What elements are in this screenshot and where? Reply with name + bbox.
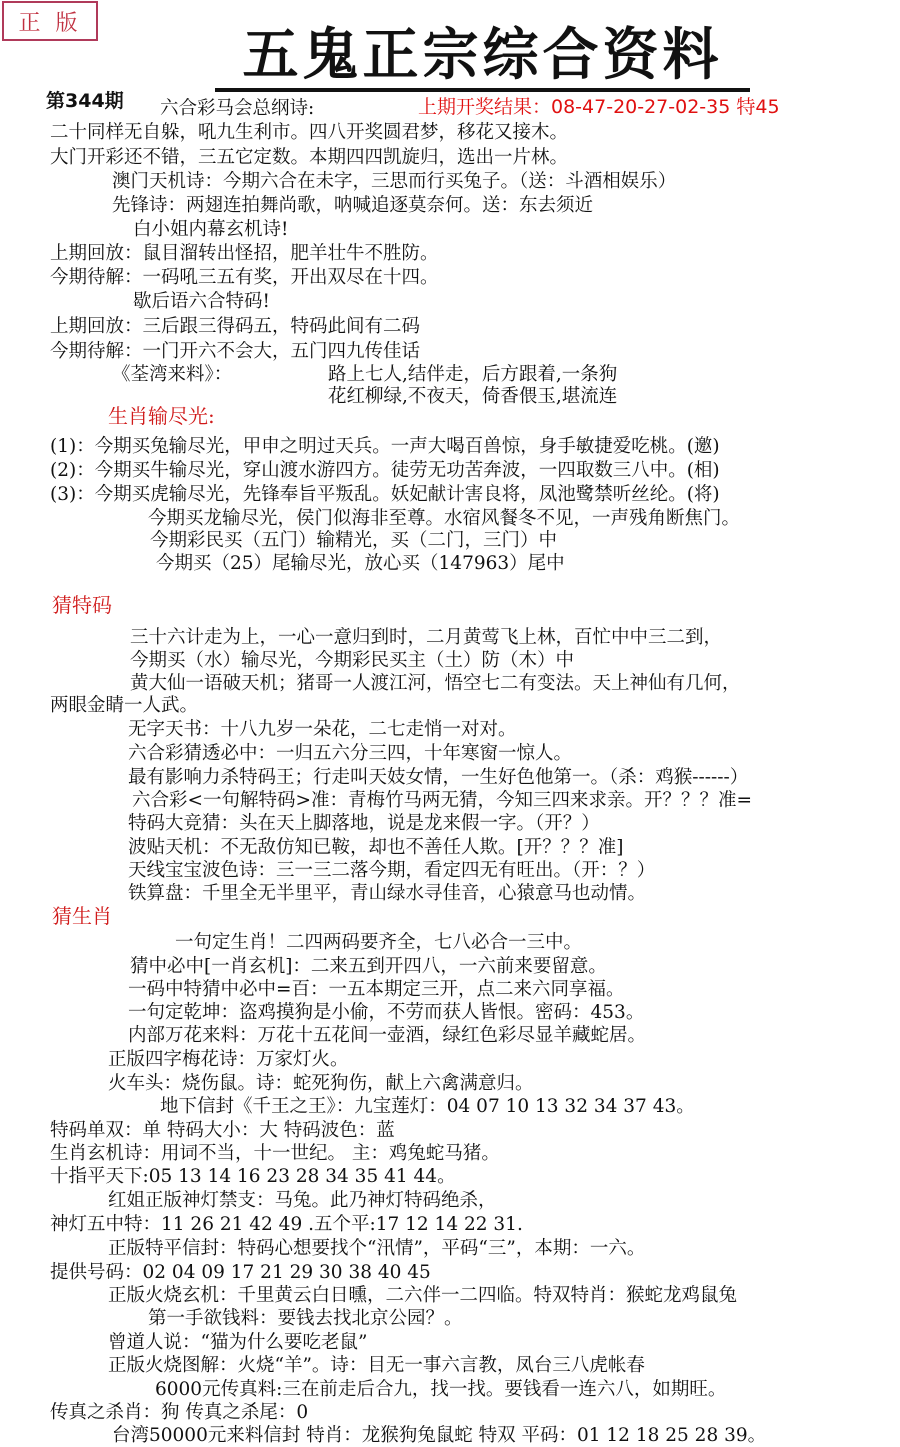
section-heading: 猜生肖 — [52, 904, 112, 928]
text-line: 第一手欲钱料：要钱去找北京公园？。 — [148, 1308, 463, 1329]
text-line: 十指平天下:05 13 14 16 23 28 34 35 41 44。 — [50, 1166, 456, 1187]
text-line: 内部万花来料：万花十五花间一壶酒，绿红色彩尽显羊藏蛇居。 — [128, 1025, 647, 1046]
text-line: 特码单双：单 特码大小：大 特码波色：蓝 — [50, 1120, 395, 1141]
text-line: 6000元传真料:三在前走后合九，找一找。要钱看一连六八，如期旺。 — [155, 1379, 727, 1400]
text-line: 猜中必中[一肖玄机]：二来五到开四八，一六前来要留意。 — [130, 956, 607, 977]
text-line: 正版四字梅花诗：万家灯火。 — [108, 1049, 349, 1070]
text-line: 传真之杀肖：狗 传真之杀尾：0 — [50, 1402, 309, 1423]
text-line: 白小姐内幕玄机诗! — [133, 219, 289, 240]
text-line: 生肖玄机诗：用词不当，十一世纪。 主：鸡兔蛇马猪。 — [50, 1143, 500, 1164]
text-line: 一码中特猜中必中=百：一五本期定三开，点二来六同享福。 — [128, 979, 625, 1000]
section-heading: 猜特码 — [52, 593, 112, 617]
text-line: (1)：今期买兔输尽光，甲申之明过天兵。一声大喝百兽惊，身手敏捷爱吃桃。(邀) — [50, 436, 720, 457]
text-line: (2)：今期买牛输尽光，穿山渡水游四方。徒劳无功苦奔波，一四取数三八中。(相) — [50, 460, 720, 481]
text-line: 铁算盘：千里全无半里平，青山绿水寻佳音，心猿意马也动情。 — [128, 883, 647, 904]
text-line: 二十同样无自躲，吼九生利市。四八开奖圆君梦，移花又接木。 — [50, 122, 569, 143]
last-draw-result: 上期开奖结果：08-47-20-27-02-35 特45 — [418, 96, 780, 118]
text-line: 今期彩民买（五门）输精光，买（二门，三门）中 — [150, 530, 558, 551]
text-line: 天线宝宝波色诗：三一三二落今期，看定四无有旺出。（开：？） — [128, 860, 656, 881]
text-line: 《荃湾来料》： — [112, 364, 233, 385]
text-line: 澳门天机诗：今期六合在未字，三思而行买兔子。（送：斗酒相娱乐） — [112, 171, 677, 192]
text-line: 今期买（水）输尽光，今期彩民买主（土）防（木）中 — [130, 650, 575, 671]
text-line: 正版火烧图解：火烧“羊”。诗：目无一事六言教，凤台三八虎帐春 — [108, 1355, 645, 1376]
text-line: 黄大仙一语破天机；猪哥一人渡江河，悟空七二有变法。天上神仙有几何， — [130, 673, 741, 694]
text-line: 神灯五中特：11 26 21 42 49 .五个平:17 12 14 22 31. — [50, 1214, 523, 1235]
text-line: 上期回放：鼠目溜转出怪招，肥羊壮牛不胜防。 — [50, 243, 439, 264]
text-line: 花红柳绿,不夜天，倚香偎玉,堪流连 — [328, 386, 618, 407]
text-line: 无字天书：十八九岁一朵花，二七走悄一对对。 — [128, 719, 517, 740]
text-line: 最有影响力杀特码王；行走叫天妓女情，一生好色他第一。（杀：鸡猴------） — [128, 767, 749, 788]
text-line: 提供号码：02 04 09 17 21 29 30 38 40 45 — [50, 1262, 431, 1283]
text-line: 歇后语六合特码! — [133, 291, 270, 312]
text-line: 台湾50000元来料信封 特肖：龙猴狗兔鼠蛇 特双 平码：01 12 18 25 28 39。 — [112, 1425, 767, 1446]
text-line: 地下信封《千王之王》：九宝莲灯：04 07 10 13 32 34 37 43。 — [160, 1096, 695, 1117]
text-line: 一句定生肖！二四两码要齐全，七八必合一三中。 — [175, 932, 583, 953]
section-heading: 生肖输尽光: — [108, 404, 215, 428]
text-line: 大门开彩还不错，三五它定数。本期四四凯旋归，选出一片林。 — [50, 147, 569, 168]
text-line: 今期待解：一门开六不会大，五门四九传佳话 — [50, 341, 421, 362]
text-line: 上期回放：三后跟三得码五，特码此间有二码 — [50, 316, 421, 337]
genuine-stamp: 正 版 — [2, 1, 98, 41]
text-line: 三十六计走为上，一心一意归到时，二月黄莺飞上林，百忙中中三二到， — [130, 627, 723, 648]
text-line: 正版火烧玄机：千里黄云白日曛，二六伴一二四临。特双特肖：猴蛇龙鸡鼠兔 — [108, 1285, 738, 1306]
text-line: 波贴天机：不无敌仿知已鞍，却也不善任人欺。[开？？？准] — [128, 837, 624, 858]
text-line: 先锋诗：两翅连拍舞尚歌，呐喊追逐莫奈何。送：东去须近 — [112, 195, 594, 216]
text-line: 路上七人,结伴走，后方跟着,一条狗 — [328, 364, 618, 385]
text-line: 正版特平信封：特码心想要找个“汛情”，平码“三”，本期：一六。 — [108, 1238, 646, 1259]
text-line: 两眼金睛一人武。 — [50, 695, 199, 716]
text-line: 今期待解：一码吼三五有奖，开出双尽在十四。 — [50, 267, 439, 288]
text-line: 一句定乾坤：盗鸡摸狗是小偷，不劳而获人皆恨。密码：453。 — [128, 1002, 645, 1023]
text-line: (3)：今期买虎输尽光，先锋奉旨平叛乱。妖妃献计害良将，凤池鹭禁听丝纶。(将) — [50, 484, 720, 505]
text-line: 特码大竞猜：头在天上脚落地，说是龙来假一字。（开？） — [128, 813, 600, 834]
text-line: 曾道人说：“猫为什么要吃老鼠” — [108, 1332, 368, 1353]
page-title: 五鬼正宗综合资料 — [215, 22, 750, 92]
text-line: 六合彩马会总纲诗: — [160, 98, 315, 119]
text-line: 今期买（25）尾输尽光，放心买（147963）尾中 — [156, 553, 565, 574]
text-line: 火车头：烧伤鼠。诗：蛇死狗伤，献上六禽满意归。 — [108, 1073, 534, 1094]
text-line: 红姐正版神灯禁支：马兔。此乃神灯特码绝杀， — [108, 1190, 497, 1211]
text-line: 今期买龙输尽光，侯门似海非至尊。水宿风餐冬不见，一声残角断焦门。 — [148, 508, 741, 529]
text-line: 六合彩猜透必中：一归五六分三四，十年寒窗一惊人。 — [128, 743, 573, 764]
text-line: 六合彩<一句解特码>准：青梅竹马两无猜，今知三四来求亲。开？？？准= — [132, 790, 753, 811]
issue-number: 第344期 — [46, 90, 124, 112]
